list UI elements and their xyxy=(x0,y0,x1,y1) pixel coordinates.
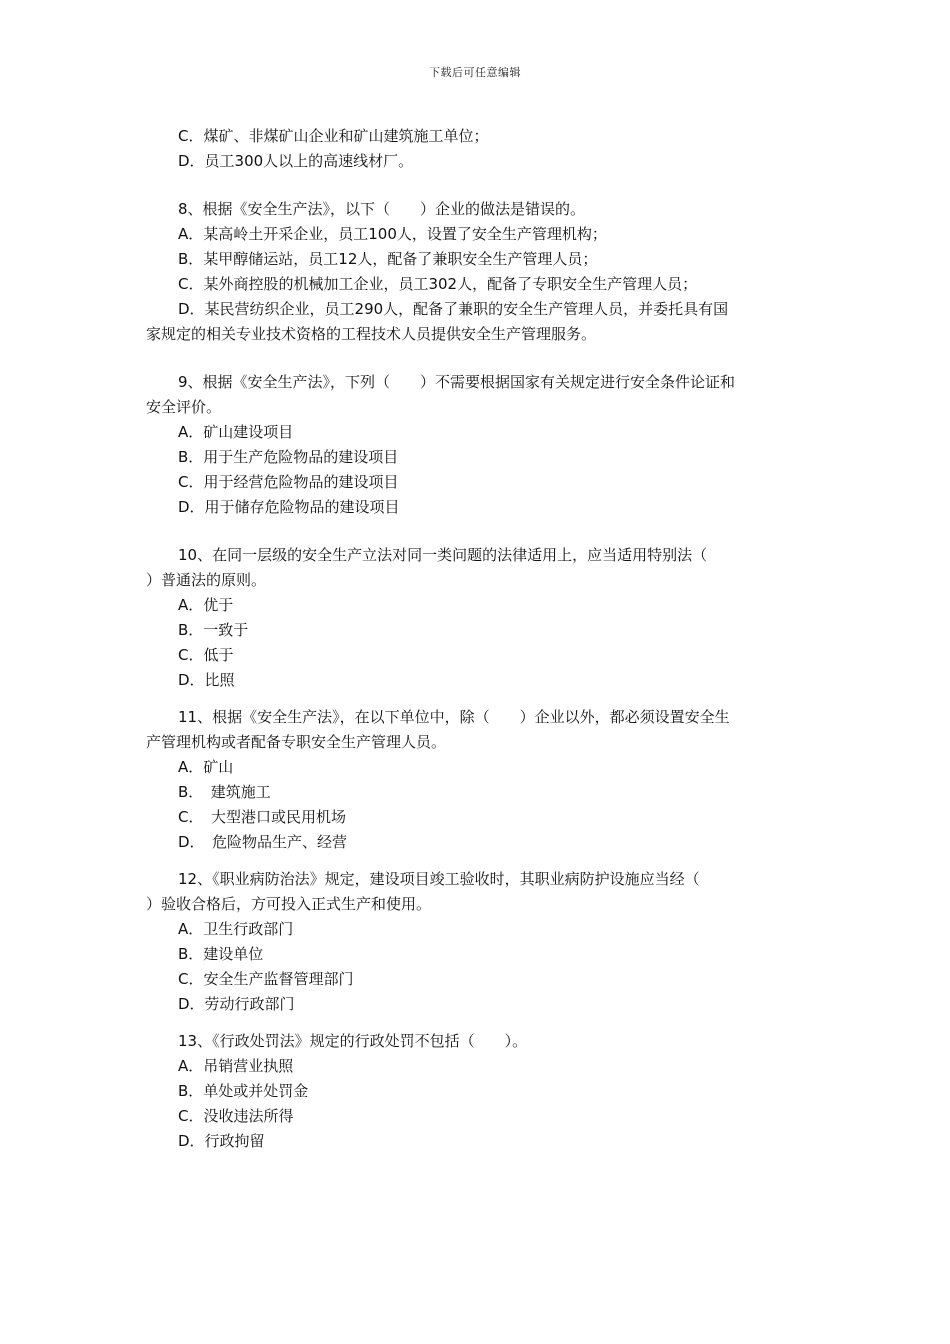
paragraph-line: A．卫生行政部门 xyxy=(178,920,294,938)
paragraph-line: B．某甲醇储运站，员工12人，配备了兼职安全生产管理人员； xyxy=(178,250,598,268)
text-block xyxy=(146,755,806,780)
text-block xyxy=(146,1104,806,1129)
paragraph-line: 11、根据《安全生产法》，在以下单位中，除（ ）企业以外，都必须设置安全生 xyxy=(178,708,730,726)
paragraph-line: C．低于 xyxy=(178,646,234,664)
text-block xyxy=(146,593,806,618)
paragraph-line: 8、根据《安全生产法》，以下（ ）企业的做法是错误的。 xyxy=(178,200,586,218)
page-header-note: 下载后可任意编辑 xyxy=(429,66,521,79)
text-block xyxy=(146,705,806,755)
paragraph-continuation-line: ）普通法的原则。 xyxy=(146,571,267,589)
text-block xyxy=(146,780,806,805)
paragraph-line: A．矿山建设项目 xyxy=(178,423,294,441)
text-block xyxy=(146,222,806,247)
paragraph-line: 10、在同一层级的安全生产立法对同一类问题的法律适用上，应当适用特别法（ xyxy=(178,546,708,564)
text-block xyxy=(146,618,806,643)
text-block xyxy=(146,1029,806,1054)
paragraph-line: A．某高岭土开采企业，员工100人，设置了安全生产管理机构； xyxy=(178,225,607,243)
paragraph-line: A．优于 xyxy=(178,596,234,614)
paragraph-line: D．比照 xyxy=(178,671,235,689)
paragraph-continuation-line: 家规定的相关专业技术资格的工程技术人员提供安全生产管理服务。 xyxy=(146,325,597,343)
text-block xyxy=(146,967,806,992)
paragraph-line: 9、根据《安全生产法》，下列（ ）不需要根据国家有关规定进行安全条件论证和 xyxy=(178,373,736,391)
paragraph-line: D．某民营纺织企业，员工290人，配备了兼职的安全生产管理人员，并委托具有国 xyxy=(178,300,729,318)
paragraph-line: C． 大型港口或民用机场 xyxy=(178,808,346,826)
text-block xyxy=(146,917,806,942)
paragraph-line: B．建设单位 xyxy=(178,945,264,963)
paragraph-line: A．矿山 xyxy=(178,758,234,776)
text-block xyxy=(146,867,806,917)
text-block xyxy=(146,197,806,222)
paragraph-continuation-line: ）验收合格后，方可投入正式生产和使用。 xyxy=(146,895,432,913)
text-block xyxy=(146,992,806,1017)
paragraph-line: B．单处或并处罚金 xyxy=(178,1082,309,1100)
text-block xyxy=(146,470,806,495)
paragraph-line: 13、《行政处罚法》规定的行政处罚不包括（ ）。 xyxy=(178,1032,528,1050)
text-block xyxy=(146,297,806,347)
document-body xyxy=(146,124,806,1154)
text-block xyxy=(146,805,806,830)
text-block xyxy=(146,247,806,272)
paragraph-line: D．劳动行政部门 xyxy=(178,995,295,1013)
paragraph-line: D．行政拘留 xyxy=(178,1132,265,1150)
paragraph-line: B．一致于 xyxy=(178,621,249,639)
paragraph-line: C．用于经营危险物品的建设项目 xyxy=(178,473,399,491)
paragraph-line: B． 建筑施工 xyxy=(178,783,271,801)
paragraph-continuation-line: 安全评价。 xyxy=(146,398,222,416)
text-block xyxy=(146,149,806,174)
paragraph-line: B．用于生产危险物品的建设项目 xyxy=(178,448,399,466)
text-block xyxy=(146,1129,806,1154)
text-block xyxy=(146,1054,806,1079)
paragraph-line: C．安全生产监督管理部门 xyxy=(178,970,354,988)
text-block xyxy=(146,830,806,855)
paragraph-line: D．员工300人以上的高速线材厂。 xyxy=(178,152,414,170)
paragraph-line: C．煤矿、非煤矿山企业和矿山建筑施工单位； xyxy=(178,127,489,145)
text-block xyxy=(146,643,806,668)
text-block xyxy=(146,1079,806,1104)
text-block xyxy=(146,445,806,470)
paragraph-line: 12、《职业病防治法》规定，建设项目竣工验收时，其职业病防护设施应当经（ xyxy=(178,870,700,888)
text-block xyxy=(146,942,806,967)
paragraph-continuation-line: 产管理机构或者配备专职安全生产管理人员。 xyxy=(146,733,447,751)
text-block xyxy=(146,495,806,520)
paragraph-line: A．吊销营业执照 xyxy=(178,1057,294,1075)
text-block xyxy=(146,272,806,297)
text-block xyxy=(146,124,806,149)
paragraph-line: D．用于储存危险物品的建设项目 xyxy=(178,498,400,516)
paragraph-line: D． 危险物品生产、经营 xyxy=(178,833,348,851)
text-block xyxy=(146,420,806,445)
paragraph-line: C．某外商控股的机械加工企业，员工302人，配备了专职安全生产管理人员； xyxy=(178,275,698,293)
text-block xyxy=(146,543,806,593)
text-block xyxy=(146,370,806,420)
paragraph-line: C．没收违法所得 xyxy=(178,1107,294,1125)
text-block xyxy=(146,668,806,693)
